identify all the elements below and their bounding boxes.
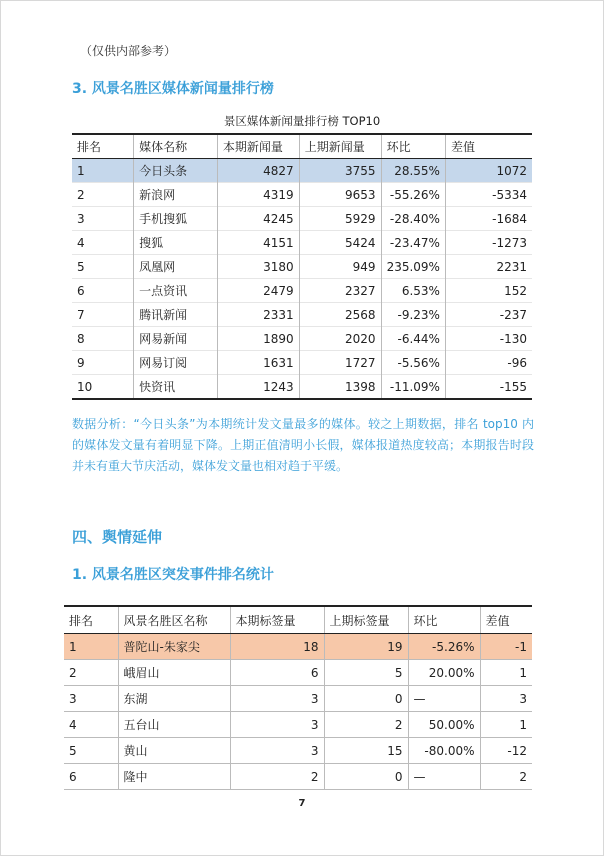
table-row (72, 351, 532, 375)
cell-rank: 6 (72, 279, 134, 303)
cell-media-name: 快资讯 (134, 375, 218, 400)
cell-change: -5.26% (408, 634, 480, 660)
cell-current: 18 (230, 634, 324, 660)
cell-scenic-area: 东湖 (118, 686, 230, 712)
cell-current: 2331 (217, 303, 299, 327)
cell-rank: 7 (72, 303, 134, 327)
cell-current: 6 (230, 660, 324, 686)
cell-previous: 2020 (299, 327, 381, 351)
cell-rank: 1 (72, 159, 134, 183)
cell-rank: 3 (64, 686, 118, 712)
cell-difference: 2 (480, 764, 532, 790)
cell-change: -28.40% (381, 207, 445, 231)
data-analysis-paragraph: 数据分析：“今日头条”为本期统计发文量最多的媒体。较之上期数据，排名 top10 内的媒体发文量有着明显下降。上期正值清明小长假，媒体报道热度较高；本期报告时段并未有重大节庆活动，媒体发文量也相对趋于平缓。 (72, 417, 534, 473)
cell-difference: -96 (445, 351, 532, 375)
cell-change: — (408, 764, 480, 790)
cell-scenic-area: 峨眉山 (118, 660, 230, 686)
cell-difference: -130 (445, 327, 532, 351)
cell-media-name: 网易新闻 (134, 327, 218, 351)
cell-media-name: 一点资讯 (134, 279, 218, 303)
cell-scenic-area: 五台山 (118, 712, 230, 738)
section-4-subheading: 1. 风景名胜区突发事件排名统计 (72, 567, 274, 583)
header-media-name: 媒体名称 (134, 134, 218, 159)
cell-current: 4827 (217, 159, 299, 183)
cell-rank: 3 (72, 207, 134, 231)
cell-previous: 2568 (299, 303, 381, 327)
cell-rank: 6 (64, 764, 118, 790)
table-row (72, 375, 532, 400)
header-difference: 差值 (480, 606, 532, 634)
section-3-heading: 3. 风景名胜区媒体新闻量排行榜 (72, 81, 274, 97)
table-row (72, 231, 532, 255)
cell-previous: 0 (324, 764, 408, 790)
cell-difference: 1 (480, 660, 532, 686)
cell-current: 1890 (217, 327, 299, 351)
cell-previous: 2 (324, 712, 408, 738)
cell-difference: -1273 (445, 231, 532, 255)
cell-current: 3 (230, 712, 324, 738)
header-change-rate: 环比 (408, 606, 480, 634)
cell-current: 4151 (217, 231, 299, 255)
cell-scenic-area: 普陀山-朱家尖 (118, 634, 230, 660)
cell-previous: 0 (324, 686, 408, 712)
cell-scenic-area: 隆中 (118, 764, 230, 790)
cell-previous: 5424 (299, 231, 381, 255)
cell-change: 6.53% (381, 279, 445, 303)
header-previous-tags: 上期标签量 (324, 606, 408, 634)
cell-rank: 4 (72, 231, 134, 255)
internal-reference-note: （仅供内部参考） (80, 44, 177, 58)
cell-current: 4319 (217, 183, 299, 207)
cell-previous: 949 (299, 255, 381, 279)
cell-difference: -1 (480, 634, 532, 660)
cell-current: 3 (230, 738, 324, 764)
cell-previous: 5 (324, 660, 408, 686)
cell-media-name: 凤凰网 (134, 255, 218, 279)
table-row (64, 634, 532, 660)
cell-rank: 9 (72, 351, 134, 375)
cell-rank: 10 (72, 375, 134, 400)
cell-change: 50.00% (408, 712, 480, 738)
cell-change: -55.26% (381, 183, 445, 207)
table-row (64, 660, 532, 686)
table-row (72, 303, 532, 327)
cell-media-name: 网易订阅 (134, 351, 218, 375)
table-header-row (72, 134, 532, 159)
cell-difference: 1 (480, 712, 532, 738)
header-scenic-area-name: 风景名胜区名称 (118, 606, 230, 634)
table-header-row (64, 606, 532, 634)
cell-media-name: 今日头条 (134, 159, 218, 183)
cell-change: 20.00% (408, 660, 480, 686)
cell-previous: 2327 (299, 279, 381, 303)
cell-current: 2 (230, 764, 324, 790)
cell-current: 4245 (217, 207, 299, 231)
table-row (64, 738, 532, 764)
cell-difference: -5334 (445, 183, 532, 207)
cell-media-name: 新浪网 (134, 183, 218, 207)
cell-change: 235.09% (381, 255, 445, 279)
header-current-tags: 本期标签量 (230, 606, 324, 634)
table-row (72, 207, 532, 231)
cell-previous: 15 (324, 738, 408, 764)
cell-difference: -12 (480, 738, 532, 764)
cell-difference: -155 (445, 375, 532, 400)
header-rank: 排名 (64, 606, 118, 634)
cell-change: -9.23% (381, 303, 445, 327)
cell-current: 3 (230, 686, 324, 712)
table-row (72, 255, 532, 279)
cell-difference: -237 (445, 303, 532, 327)
cell-current: 1243 (217, 375, 299, 400)
cell-scenic-area: 黄山 (118, 738, 230, 764)
emergency-event-ranking-table (64, 605, 532, 790)
cell-rank: 4 (64, 712, 118, 738)
cell-media-name: 手机搜狐 (134, 207, 218, 231)
cell-difference: -1684 (445, 207, 532, 231)
header-rank: 排名 (72, 134, 134, 159)
table-row (64, 764, 532, 790)
header-change-rate: 环比 (381, 134, 445, 159)
cell-change: -11.09% (381, 375, 445, 400)
cell-current: 1631 (217, 351, 299, 375)
cell-rank: 2 (72, 183, 134, 207)
cell-change: 28.55% (381, 159, 445, 183)
cell-difference: 2231 (445, 255, 532, 279)
cell-previous: 1398 (299, 375, 381, 400)
page-number: 7 (298, 798, 306, 809)
cell-difference: 3 (480, 686, 532, 712)
header-previous-volume: 上期新闻量 (299, 134, 381, 159)
cell-rank: 2 (64, 660, 118, 686)
cell-previous: 9653 (299, 183, 381, 207)
cell-change: -80.00% (408, 738, 480, 764)
header-difference: 差值 (445, 134, 532, 159)
cell-media-name: 搜狐 (134, 231, 218, 255)
cell-current: 3180 (217, 255, 299, 279)
cell-rank: 1 (64, 634, 118, 660)
cell-rank: 8 (72, 327, 134, 351)
cell-media-name: 腾讯新闻 (134, 303, 218, 327)
table-row (72, 279, 532, 303)
cell-previous: 3755 (299, 159, 381, 183)
cell-previous: 1727 (299, 351, 381, 375)
media-table-title: 景区媒体新闻量排行榜 TOP10 (223, 114, 381, 128)
cell-change: — (408, 686, 480, 712)
media-news-ranking-table (72, 133, 532, 400)
header-current-volume: 本期新闻量 (217, 134, 299, 159)
table-row (72, 183, 532, 207)
table-row (72, 159, 532, 183)
cell-current: 2479 (217, 279, 299, 303)
cell-rank: 5 (72, 255, 134, 279)
table-row (64, 686, 532, 712)
section-4-heading: 四、舆情延伸 (72, 528, 163, 546)
cell-difference: 152 (445, 279, 532, 303)
cell-rank: 5 (64, 738, 118, 764)
cell-change: -23.47% (381, 231, 445, 255)
cell-previous: 19 (324, 634, 408, 660)
cell-change: -5.56% (381, 351, 445, 375)
cell-previous: 5929 (299, 207, 381, 231)
table-row (72, 327, 532, 351)
cell-difference: 1072 (445, 159, 532, 183)
cell-change: -6.44% (381, 327, 445, 351)
table-row (64, 712, 532, 738)
